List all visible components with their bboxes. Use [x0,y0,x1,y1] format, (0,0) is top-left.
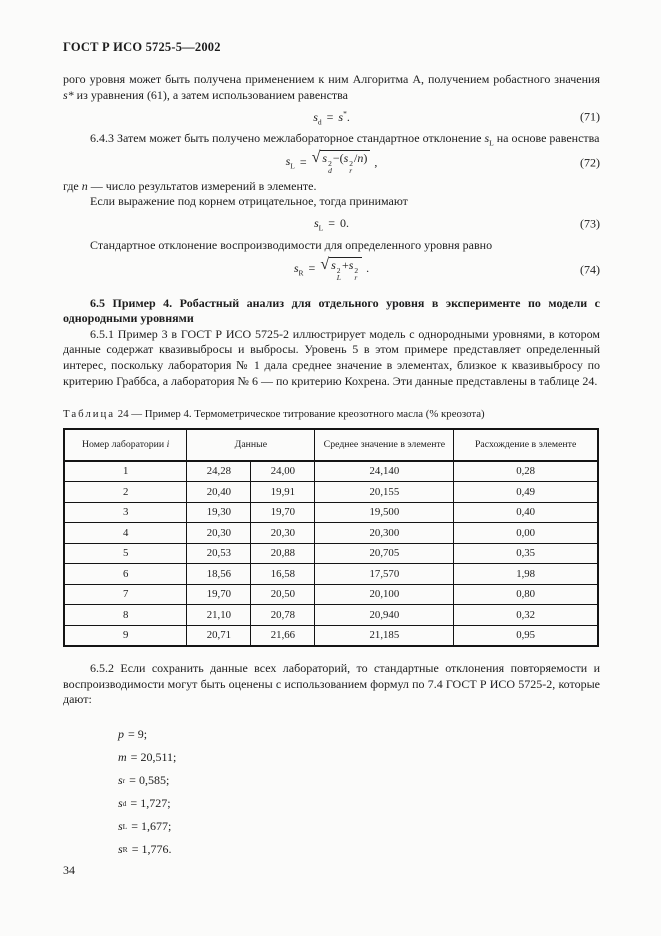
table-cell: 1,98 [454,564,598,585]
equation-72 [63,147,600,179]
math-sub: R [298,268,304,278]
table-cell: 20,78 [251,605,315,626]
table-row [64,564,598,585]
math-tail: . [366,261,370,276]
section-heading-65: 6.5 Пример 4. Робастный анализ для отдельного уровня в эксперименте по модели с однородными уровнями [63,295,600,326]
result-line [118,746,600,769]
math-var: s [118,773,123,787]
math-var: p [118,727,124,741]
results-list [118,723,600,861]
formula-74 [294,257,369,282]
math-var: n [357,151,364,166]
table-cell: 19,500 [315,502,454,523]
table-cell: 21,10 [187,605,251,626]
table-row [64,584,598,605]
math-var: s [348,258,354,273]
math-var: s [338,109,344,124]
paragraph-intro [63,72,600,103]
table-cell: 6 [64,564,187,585]
table-cell: 0,49 [454,482,598,503]
paragraph-text: где [63,178,82,193]
math-var: s [313,216,319,231]
table-row [64,543,598,564]
math-var: s* [63,87,74,102]
math-op: = [308,261,316,276]
paragraph-652: 6.5.2 Если сохранить данные всех лабораторий, то стандартные отклонения повторяемости и воспроизводимости могут быть оценены с использованием формул по 7.4 ГОСТ Р ИСО 5725-2, которые дают: [63,661,600,707]
table-row [64,605,598,626]
formula-73 [314,216,349,231]
formula-71 [313,110,350,125]
result-line: s r = 0,585; [118,773,170,787]
sqrt-expression [312,150,371,175]
table-cell: 20,30 [187,523,251,544]
paragraph-651: 6.5.1 Пример 3 в ГОСТ Р ИСО 5725-2 иллюстрирует модель с однородными уровнями, в котором данные содержат квазивыбросы и выбросы. Уровень 5 в этом примере представляет определенный интерес, поскольку лаборатория № 1 дала среднее значение в элементах, близкое к квазивыбросу по критерию Граббса, а лаборатория № 6 — по критерию Кохрена. Эти данные представлены в таблице 24. [63,326,600,388]
table-cell: 5 [64,543,187,564]
table-row [64,482,598,503]
paragraph-text: из уравнения (61), а затем использованием равенства [73,87,348,102]
radical-sign: √ [320,256,330,274]
math-sub: d [317,117,322,127]
equation-number: (74) [580,262,600,277]
equation-number: (72) [580,155,600,170]
column-header-data: Данные [187,429,315,461]
math-var: s [313,109,318,124]
math-sup: * [343,108,347,118]
table-cell: 3 [64,502,187,523]
result-value: = 1,677; [131,819,172,833]
result-line [118,723,600,746]
table-body [64,461,598,647]
table-cell: 20,300 [315,523,454,544]
equation-number: (73) [580,216,600,231]
column-header-mean: Среднее значение в элементе [315,429,454,461]
table-caption-label: Таблица [63,408,116,421]
table-row [64,523,598,544]
supsub: 2 L [336,266,341,283]
table-cell: 21,66 [251,625,315,646]
table-cell: 19,70 [187,584,251,605]
table-cell: 20,40 [187,482,251,503]
sqrt-expression [320,257,362,282]
math-value: 0. [340,216,350,231]
paren: ) [363,151,368,166]
formula-72 [286,150,378,175]
math-op: = [326,109,334,124]
table-row [64,502,598,523]
table-header-row [64,429,598,461]
math-var: s [343,151,349,166]
table-cell: 9 [64,625,187,646]
math-tail: . [346,109,350,124]
table-cell: 0,40 [454,502,598,523]
table-cell: 19,30 [187,502,251,523]
math-var: s [331,258,336,273]
paragraph-where-n [63,179,600,195]
math-var: m [118,750,127,764]
table-cell: 21,185 [315,625,454,646]
equation-74 [63,254,600,286]
document-header: ГОСТ Р ИСО 5725-5—2002 [63,40,221,54]
math-op: − [332,151,340,166]
table-cell: 18,56 [187,564,251,585]
table-cell: 0,80 [454,584,598,605]
equation-71 [63,103,600,131]
radicand [329,257,362,282]
math-op: = [328,216,336,231]
table-caption [63,407,600,423]
result-line: s R = 1,776. [118,842,172,856]
paren: ( [339,151,344,166]
table-cell: 16,58 [251,564,315,585]
paragraph-if-negative: Если выражение под корнем отрицательное, тогда принимают [90,194,408,209]
paragraph-repro: Стандартное отклонение воспроизводимости для определенного уровня равно [90,237,493,252]
radicand [320,150,370,175]
table-cell: 20,155 [315,482,454,503]
table-cell: 0,00 [454,523,598,544]
table-row [64,461,598,482]
math-var: n [81,178,88,193]
math-var: s [118,796,123,810]
table-cell: 4 [64,523,187,544]
math-var: s [118,819,123,833]
table-cell: 24,140 [315,461,454,482]
table-cell: 8 [64,605,187,626]
paragraph-text: — число результатов измерений в элементе. [87,178,317,193]
math-op: + [341,258,349,273]
paragraph-643 [63,131,600,147]
math-sub: L [489,138,494,148]
table-cell: 2 [64,482,187,503]
result-value: = 1,776. [131,842,172,856]
table-cell: 20,30 [251,523,315,544]
table-row [64,625,598,646]
math-op: / [354,151,358,166]
data-table [63,428,599,648]
math-var: s [293,261,299,276]
table-cell: 20,50 [251,584,315,605]
column-header-lab [64,429,187,461]
table-cell: 0,35 [454,543,598,564]
result-value: = 9; [128,727,148,741]
table-cell: 0,28 [454,461,598,482]
table-cell: 20,100 [315,584,454,605]
math-var: s [484,131,490,146]
result-value: = 1,727; [130,796,171,810]
paragraph-text: на основе равенства [493,131,600,146]
paragraph-text: рого уровня может быть получена применением к ним Алгоритма А, получением робастного значения [63,72,600,86]
supsub: 2 r [349,159,354,176]
table-cell: 20,940 [315,605,454,626]
table-caption-text: 24 — Пример 4. Термометрическое титрование креозотного масла (% креозота) [115,408,485,421]
equation-73 [63,210,600,238]
table-cell: 0,32 [454,605,598,626]
table-cell: 1 [64,461,187,482]
result-line: s L = 1,677; [118,819,172,833]
math-var: s [285,154,291,169]
table-cell: 20,53 [187,543,251,564]
page-number: 34 [63,863,75,877]
table-cell: 20,705 [315,543,454,564]
table-cell: 24,28 [187,461,251,482]
table-cell: 19,91 [251,482,315,503]
radical-sign: √ [311,149,321,167]
result-value: = 20,511; [130,750,177,764]
equation-number: (71) [580,109,600,124]
math-tail: , [374,154,378,169]
math-op: = [299,154,307,169]
column-header-text: Номер лаборатории [81,439,167,451]
result-line: s d = 1,727; [118,796,171,810]
math-var: s [118,842,123,856]
column-header-divergence: Расхождение в элементе [454,429,598,461]
table-cell: 24,00 [251,461,315,482]
math-sub: L [318,223,324,233]
supsub: 2 d [328,159,332,176]
math-sub: L [290,161,295,171]
result-value: = 0,585; [129,773,170,787]
table-cell: 19,70 [251,502,315,523]
table-cell: 7 [64,584,187,605]
supsub: 2 r [354,266,359,283]
table-cell: 17,570 [315,564,454,585]
math-var: i [166,439,170,451]
math-var: s [322,151,328,166]
table-cell: 20,71 [187,625,251,646]
paragraph-text: 6.4.3 Затем может быть получено межлабораторное стандартное отклонение [90,131,485,146]
table-cell: 0,95 [454,625,598,646]
table-cell: 20,88 [251,543,315,564]
